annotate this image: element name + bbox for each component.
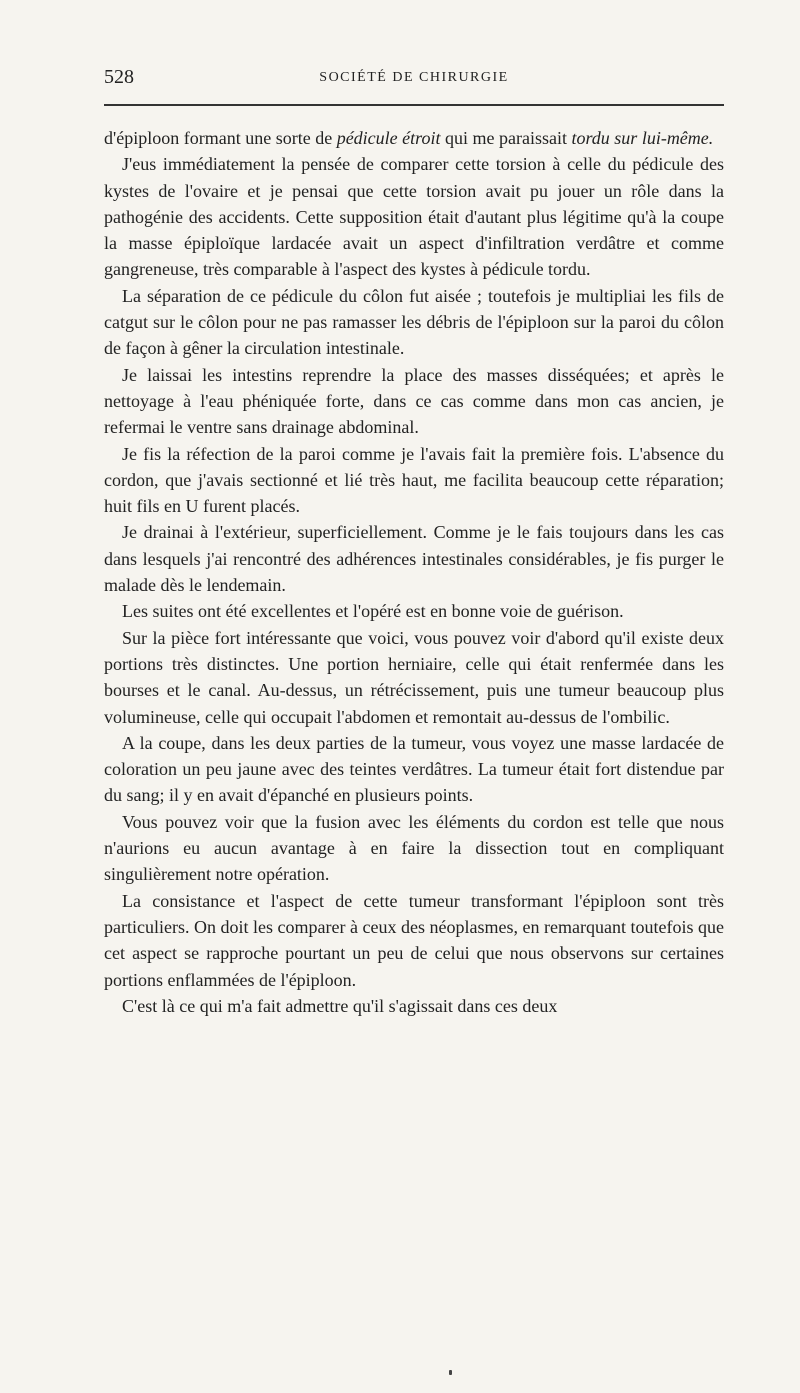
paragraph: Les suites ont été excellentes et l'opéré est en bonne voie de guérison. [122,601,624,622]
page-number: 528 [104,66,134,88]
italic-phrase: pédicule étroit [336,128,441,148]
paragraph: Je laissai les intestins reprendre la place des masses disséquées; et après le nettoyage à l'eau phéniquée forte, dans ce cas comme dans mon cas ancien, je refermai le ventre sans drainage abdominal. [104,364,724,438]
paragraph: Je drainai à l'extérieur, superficiellement. Comme je le fais toujours dans les cas dans lesquels j'ai rencontré des adhérences intestinales considérables, je fis purger le malade dès le lendemain. [104,522,724,596]
paragraph: Je fis la réfection de la paroi comme je l'avais fait la première fois. L'absence du cordon, que j'avais sectionné et lié très haut, me facilita beaucoup cette réparation; huit fils en U furent placés. [104,443,724,517]
page-header [104,66,724,96]
paragraph: C'est là ce qui m'a fait admettre qu'il s'agissait dans ces deux [122,995,558,1016]
printer-mark [449,1370,452,1375]
paragraph: La consistance et l'aspect de cette tumeur transformant l'épiploon sont très particuliers. On doit les comparer à ceux des néoplasmes, en remarquant toutefois que cet aspect se rapproche pourtant un peu de celui que nous observons sur certaines portions enflammées de l'épiploon. [104,890,724,990]
paragraph: d'épiploon formant une sorte de pédicule étroit qui me paraissait tordu sur lui-même. [104,128,714,148]
paragraph: A la coupe, dans les deux parties de la tumeur, vous voyez une masse lardacée de coloration un peu jaune avec des teintes verdâtres. La tumeur était fort distendue par du sang; il y en avait d'épanché en plusieurs points. [104,732,724,806]
running-title: SOCIÉTÉ DE CHIRURGIE [319,70,509,85]
paragraph: La séparation de ce pédicule du côlon fut aisée ; toutefois je multipliai les fils de catgut sur le côlon pour ne pas ramasser les débris de l'épiploon sur la paroi du côlon de façon à gêner la circulation intestinale. [104,285,724,359]
paragraph: J'eus immédiatement la pensée de comparer cette torsion à celle du pédicule des kystes de l'ovaire et je pensai que cette torsion avait pu jouer un rôle dans la pathogénie des accidents. Cette supposition était d'autant plus légitime qu'à la coupe la masse épiploïque lardacée avait un aspect d'infiltration verdâtre et comme gangreneuse, très comparable à l'aspect des kystes à pédicule tordu. [104,154,724,280]
body-text [104,125,724,1019]
italic-phrase: tordu sur lui-même. [571,128,714,148]
paragraph: Vous pouvez voir que la fusion avec les éléments du cordon est telle que nous n'aurions eu aucun avantage à en faire la dissection tout en compliquant singulièrement notre opération. [104,811,724,885]
paragraph: Sur la pièce fort intéressante que voici, vous pouvez voir d'abord qu'il existe deux portions très distinctes. Une portion herniaire, celle qui était renfermée dans les bourses et le canal. Au-dessus, un rétrécissement, puis une tumeur beaucoup plus volumineuse, celle qui occupait l'abdomen et remontait au-dessus de l'ombilic. [104,627,724,727]
header-rule [104,104,724,106]
